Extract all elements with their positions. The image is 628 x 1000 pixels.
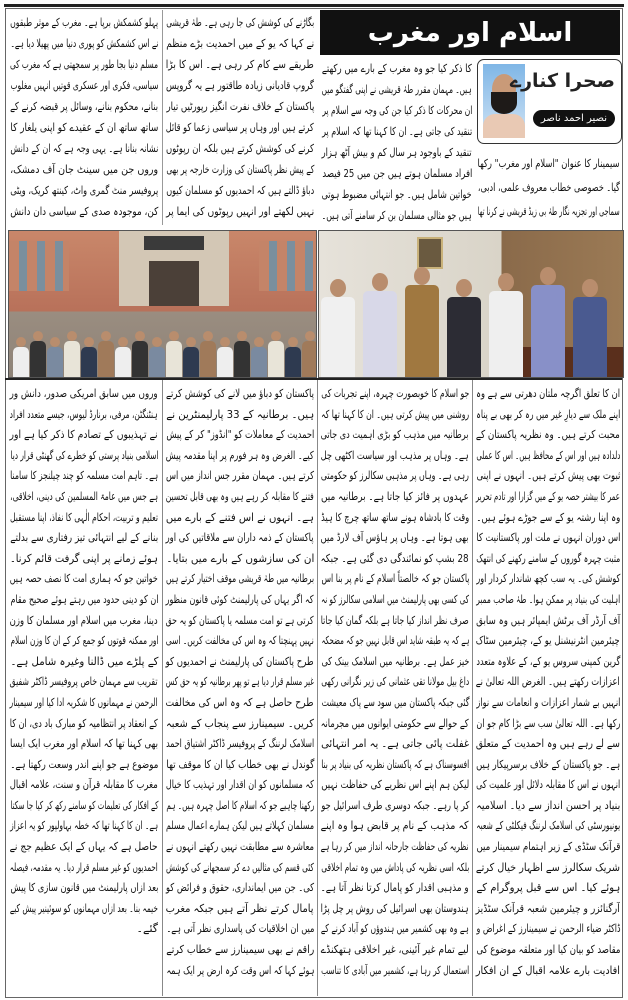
column-name: صحرا کنارے [509, 70, 615, 92]
text-line: اس دوران انہوں نے ملت اور پاکستانیت کا [476, 531, 620, 545]
text-line: ہیں۔ مہمان مقرر طہٰ قریشی نے اپنی گفتگو میں [322, 83, 472, 96]
text-line: کرتی ہے تو امت مسلمہ یا پاکستان کو یہ حق [166, 613, 314, 627]
text-line: سیمینار کا عنوان "اسلام اور مغرب" رکھا [478, 157, 620, 170]
text-line: استعمال کر رہا ہے، کشمیر میں آبادی کا تناسب [321, 963, 469, 977]
text-line: غیر مسلم قرار دیا ہے تو پھر برطانیہ کو یہ حق کس [166, 675, 314, 689]
text-line: ہنٹنگٹن، مرفی، برنارڈ لیوس، جیسے متعدد افراد [10, 407, 158, 421]
text-line: لیے تمام غیر آئینی، غیر اخلاقی ہتھکنڈے [321, 943, 469, 957]
text-line: جو اسلام کا خوبصورت چہرہ، اپنے تجربات کی [321, 387, 469, 400]
text-line: انہوں نے اس کا مقابلہ دلائل اور علمیت کی [476, 778, 620, 792]
text-line: کے پیش نظر پاکستان کی وزارت خارجہ پر بھی [166, 163, 314, 176]
group-photo [8, 230, 317, 378]
text-line: روشنی میں پیش کرتی ہیں۔ ان کا کہنا تھا کہ [321, 407, 469, 421]
text-line: افسوسناک ہے کہ پاکستان نظریہ کی بنیاد پر بنا [321, 757, 469, 771]
column-divider [162, 380, 163, 996]
person-figure [200, 331, 216, 377]
person-figure [217, 337, 233, 377]
body-column-2 [321, 384, 469, 981]
person-figure [285, 337, 301, 377]
text-line: وہ اپنا رشتہ یو کے سے جوڑے ہوئے ہیں۔ [476, 510, 620, 524]
text-line: گوندل نے بھی خطاب کیا ان کا موقف تھا [166, 757, 314, 771]
column-divider [472, 380, 473, 996]
text-line: بنانے کے لیے انتہائی تیز رفتاری سے بدلتے [10, 531, 158, 545]
text-line: نے تہذیبوں کے تصادم کا ذکر کیا ہے اور [10, 428, 158, 442]
text-line: کئی قسم کی مثالیں دے کر سمجھانے کی کوشش [166, 860, 314, 874]
column-divider [317, 380, 318, 996]
text-line: پامال کرتے نظر آتے ہیں جبکہ مغرب [166, 901, 314, 915]
text-line: افادیت بارے علامہ اقبال کے ان افکار [476, 963, 620, 977]
person-figure [149, 337, 165, 377]
text-line: نشانہ بنانا ہے۔ یہی وجہ ہے کہ ان کے دانش [10, 142, 158, 155]
body-column-3 [166, 384, 314, 981]
photo-rule [5, 378, 622, 380]
text-line: کا ذکر کیا جو وہ مغرب کے بارے میں رکھتے [322, 62, 472, 75]
text-line: اپنے ملک سے دیارِ غیر میں رہ کر بھی بے پناہ [476, 407, 620, 421]
text-line: بھی ہوتا ہے۔ وہاں پر ہاؤس آف لارڈ میں [321, 531, 469, 545]
text-line: بلکہ اسی نظریہ کی پاداش میں وہ تمام اخلاقی [321, 860, 469, 874]
text-line: ہے۔ وہاں پر مذہب اور سیاست اکٹھی چل [321, 448, 469, 462]
text-line: ہوئے زمانے پر اپنی گرفت قائم کرنا۔ [10, 551, 158, 565]
text-line: موضوع ہے جو اپنے اندر وسعت رکھتا ہے۔ [10, 757, 158, 771]
text-line: خیز عمل ہے۔ برطانیہ میں اسلامک بینک کی [321, 654, 469, 668]
text-line: طریقے سے کام کر رہی ہے۔ اس کا بڑا [166, 58, 314, 71]
text-line: عمر کا بیشتر حصہ یو کے میں گزارا اور تادم تحریر [476, 489, 620, 503]
text-line: برطانیہ میں مذہب کو بڑی اہمیت دی جاتی [321, 428, 469, 442]
text-line: طرح پاکستان کی پارلیمنٹ نے احمدیوں کو [166, 654, 314, 668]
text-line: ہے۔ تاہم امت مسلمہ کو چند چیلنجز کا سامنا [10, 469, 158, 483]
text-line: گئی جبکہ پاکستان میں سود سے پاک معیشت [321, 695, 469, 709]
person-figure [302, 331, 317, 377]
text-line: رہی ہے۔ وہاں پر مذہبی سکالرز کو حکومتی [321, 469, 469, 483]
person-figure [234, 331, 250, 377]
person-figure [183, 337, 199, 377]
text-line: افراد مسلمان ہوتے ہیں جن میں 25 فیصد [322, 167, 472, 180]
text-line: صرف نظر انداز کیا جاتا ہے بلکہ گمان کیا جاتا [321, 613, 469, 627]
person-figure [64, 331, 80, 377]
text-line: کے افکار کی تعلیمات کو سامنے رکھ کر کیا جا سکتا [10, 798, 158, 812]
text-line: راقم نے بھی سیمینارز سے خطاب کرتے [166, 943, 314, 957]
text-line: چیئرمین انٹرنیشنل یو کے، چیئرمین سٹاک [476, 634, 620, 648]
text-line: نہیں پہنچتا کہ وہ اس کی مخالفت کریں۔ اسی [166, 634, 314, 648]
top-column-b [10, 12, 158, 222]
text-line: خواتین شامل ہیں۔ جو انتہائی مضبوط ہوتی [322, 188, 472, 201]
text-line: گیا۔ خصوصی خطاب معروف علمی، ادبی، [478, 181, 620, 194]
text-line: آرگنائزر و چیئرمین شعبہ قرآنک سٹڈیز [476, 901, 620, 915]
text-line: وروں میں سابق امریکی صدور، دانش ور [10, 387, 158, 400]
text-line: کہ مسلمانوں کو ان اقدار اور تہذیب کا خیال [166, 778, 314, 792]
column-divider [162, 10, 163, 225]
text-line: دینا، مغرب میں اسلام اور مسلمان کا وزن [10, 613, 158, 627]
text-line: کہ اگر یہاں کی پارلیمنٹ کوئی قانون منظور [166, 592, 314, 606]
text-line: کرتے ہیں اور وہاں پر سیاسی زعما کو قائل [166, 121, 314, 134]
text-line: اسلامی بنیاد پرستی کو خطرے کی گھنٹی قرار دیا [10, 448, 158, 462]
text-line: شریک سکالرز سے اظہار خیال کرتے [476, 860, 620, 874]
text-line: سیاسی، فکری اور عسکری قوتیں انہیں مغلوب [10, 79, 158, 92]
text-line: اعزازات رکھتے ہیں۔ الغرض اللہ تعالیٰ نے [476, 675, 620, 689]
meeting-photo [318, 230, 624, 378]
text-line: ہیں جو مثالی مسلمان بن کر سامنے آتی ہیں۔ [322, 209, 472, 222]
text-line: کن، موجودہ صدی کے سیاسی دان دانش [10, 205, 158, 218]
text-line: لیکن ہم اپنے اس نظریے کی حفاظت نہیں [321, 778, 469, 792]
text-line: و مذہبی اقدار کو پامال کرتا نظر آتا ہے۔ [321, 881, 469, 895]
text-line: خواتین جو کہ ہماری امت کا نصف حصہ ہیں [10, 572, 158, 586]
text-line: غفلت پائی جاتی ہے۔ یہ امر انتہائی [321, 737, 469, 751]
person-figure [132, 331, 148, 377]
text-line: 28 بشپ کو نمائندگی دی گئی ہے۔ جبکہ [321, 551, 469, 565]
person-figure [405, 267, 439, 377]
text-line: ہندوستان بھی اسرائیل کی روش پر چل پڑا [321, 901, 469, 915]
body-column-1 [476, 384, 620, 981]
text-line: ساتھ ساتھ ان کے عقیدے کو اپنی یلغار کا [10, 121, 158, 134]
intro-column-right [322, 58, 472, 226]
text-line: فتنے کا مقابلہ کر رہے ہیں وہ بھی قابل تحسین [166, 489, 314, 503]
text-line: ہے جس میں عامۃ المسلمین کی دینی، اخلاقی، [10, 489, 158, 503]
text-line: رکھا ہے۔ اللہ تعالیٰ سب سے بڑا کام جو ان [476, 716, 620, 730]
text-line: محبت کرتے ہیں۔ وہ نظریہ پاکستان کے [476, 428, 620, 442]
text-line: ڈاکٹر ضیاء الرحمن نے سیمینارز کے اغراض و [476, 922, 620, 936]
text-line: وقت کا بادشاہ ہونے ساتھ ساتھ چرچ کا ہیڈ [321, 510, 469, 524]
text-line: کی کسی بھی پارلیمنٹ میں اسلامی سکالرز کو نہ [321, 592, 469, 606]
text-line: میں ان اخلاقیات کی پاسداری نظر آتی ہے۔ [166, 922, 314, 936]
text-line: نہیں لکھتے اور انہیں رپوٹوں کی ایما پر [166, 205, 314, 218]
text-line: معاشرہ سے مطابقت نہیں رکھتے انہوں نے [166, 840, 314, 854]
text-line: ہے۔ جو پاکستان کے خلاف برسرپیکار ہیں [476, 757, 620, 771]
text-line: تقریب سے مہمان خاص پروفیسر ڈاکٹر شفیق [10, 675, 158, 689]
text-line: کرتے ہیں۔ مہمان مقرر جس انداز میں اس [166, 469, 314, 483]
text-line: ہوئے کہا کہ اس وقت کرہ ارض پر ایک ہمہ [166, 963, 314, 977]
text-line: ان محرکات کا ذکر کیا جن کی وجہ سے اسلام پر [322, 104, 472, 117]
text-line: ہے کہ یہ طبقہ شاید اس قابل نہیں جو کہ مضحکہ [321, 634, 469, 648]
text-line: رکھنا چاہیے جو کہ اسلام کا اصل چہرہ ہیں۔ ہم [166, 798, 314, 812]
person-figure [268, 331, 284, 377]
text-line: بنانے، محکوم بنانے، وسائل پر قبضہ کرنے کے [10, 100, 158, 113]
person-figure [531, 267, 565, 377]
top-rule [4, 4, 624, 7]
text-line: ان کو دینی حدود میں رہتے ہوئے صحیح مقام [10, 592, 158, 606]
text-line: اور ممکنہ قوتوں کو جمع کر کے ان کا وزن اسلام [10, 634, 158, 648]
person-figure [30, 331, 46, 377]
text-line: تعلیم و تربیت، احکام الٰہی کا نفاذ، اپنا مستقبل [10, 510, 158, 524]
text-line: عہدوں پر فائز کیا جاتا ہے۔ برطانیہ میں [321, 489, 469, 503]
body-column-4 [10, 384, 158, 940]
text-line: یونیورسٹی کی اسلامک لرننگ فیکلٹی کے شعبہ [476, 819, 620, 833]
person-figure [251, 337, 267, 377]
text-line: بعد ازاں پارلیمنٹ میں قانون سازی کا پیش [10, 881, 158, 895]
person-figure [166, 331, 182, 377]
top-column-a [166, 12, 314, 222]
text-line: ہوئے کیا۔ اس سے قبل پروگرام کے [476, 881, 620, 895]
text-line: بھی کہنا تھا کہ اسلام اور مغرب ایک ایسا [10, 737, 158, 751]
text-line: ہیں۔ برطانیہ کے 33 پارلیمنٹرین نے [166, 407, 314, 421]
text-line: حاصل ہے کہ یہاں کے ایک عظیم جج نے [10, 840, 158, 854]
text-line: الرحمن نے مہمانوں کا شکریہ ادا کیا اور سیمینار [10, 695, 158, 709]
text-line: کے پلڑے میں ڈالنا وغیرہ شامل ہے۔ [10, 654, 158, 668]
text-line: پہلو کشمکش برپا ہے۔ مغرب کے موثر طبقوں [10, 16, 158, 29]
text-line: مسلم دنیا بجا طور پر سمجھتی ہے کہ مغرب کی [10, 58, 158, 71]
text-line: مقاصد کو بیان کیا اور متعلقہ موضوع کی [476, 943, 620, 957]
text-line: کے انعقاد پر انتظامیہ کو مبارک باد دی، ان کا [10, 716, 158, 730]
person-figure [447, 279, 481, 377]
text-line: نے کہا کہ یو کے میں احمدیت بڑے منظم [166, 37, 314, 50]
person-figure [47, 337, 63, 377]
article-title: اسلام اور مغرب [320, 10, 620, 55]
person-figure [115, 337, 131, 377]
text-line: کہ مذہب کے نام پر قابض ہوا وہ اپنے [321, 819, 469, 833]
text-line: گئے۔ [136, 922, 158, 936]
intro-under-author [478, 152, 620, 224]
text-line: ان کا تعلق اگرچہ ملتان دھرتی سے ہے وہ [476, 387, 620, 400]
text-line: تنقید کے باوجود ہر سال کم و بیش آٹھ ہزار [322, 146, 472, 159]
text-line: طرح حاصل ہے کہ وہ اس کی مخالفت [166, 695, 314, 709]
person-figure [13, 337, 29, 377]
text-line: ثبوت بھی پیش کرتے ہیں۔ انہوں نے اپنی [476, 469, 620, 483]
text-line: کرنے کی کوشش کرتے ہیں بلکہ ان رپوٹوں [166, 142, 314, 155]
text-line: کر پا رہے۔ جبکہ دوسری طرف اسرائیل جو [321, 798, 469, 812]
person-figure [573, 279, 607, 377]
text-line: اہلیت کی بنیاد پر ممکن ہوا۔ طہٰ صاحب ممبر [476, 592, 620, 606]
person-figure [81, 337, 97, 377]
text-line: نے اس کشمکش کو پوری دنیا میں پھیلا دیا ہے۔ [10, 37, 158, 50]
text-line: مسلمان کہلاتے ہیں لیکن ہمارے اعمال مسلم [166, 819, 314, 833]
text-line: پاکستان کو دباؤ میں لانے کی کوشش کرتے [166, 387, 314, 400]
text-line: ہے۔ ان کا کہنا تھا کہ خطہ بہاولپور کو یہ اعزاز [10, 819, 158, 833]
text-line: کریں۔ سیمینارز سے پنجاب کے شعبہ [166, 716, 314, 730]
text-line: انہیں بے شمار اعزازات و انعامات سے نواز [476, 695, 620, 709]
text-line: کوشش کی۔ یہ سب کچھ شاندار کردار اور [476, 572, 620, 586]
author-name: نصیر احمد ناصر [533, 110, 615, 127]
text-line: پاکستان کے خلاف نفرت انگیز رپورٹیں تیار [166, 100, 314, 113]
text-line: سماجی اور تجزیہ نگار طہٰ بی زیڈ قریشی نے کرنا تھا [478, 205, 620, 218]
text-line: سے لے رہے ہیں وہ احمدیت کے متعلق [476, 737, 620, 751]
text-line: مغرب کا مقابلہ قرآن و سنت، علامہ اقبال [10, 778, 158, 792]
author-box [477, 59, 622, 144]
text-line: وروں جن میں سینٹ جان آف دمشک، [10, 163, 158, 176]
text-line: احمدیوں کو غیر مسلم قرار دیا۔ یہ مقدمہ، فیصلہ [10, 860, 158, 874]
text-line: ہے۔ انہوں نے اس فتنے کے بارے میں [166, 510, 314, 524]
person-figure [98, 331, 114, 377]
text-line: کی۔ جن میں ایمانداری، حقوق و فرائض کو [166, 881, 314, 895]
text-line: قرآنک سٹڈی کے زیر اہتمام سیمینار میں [476, 840, 620, 854]
text-line: بگاڑنے کی کوشش کی جا رہی ہے۔ طہٰ قریشی [166, 16, 314, 29]
text-line: ان کی سازشوں کے بارے میں بتایا۔ [166, 551, 314, 565]
text-line: ہے وہ بھی کشمیر میں ہندوؤں کو آباد کرنے کے [321, 922, 469, 936]
text-line: پاکستان کے ذمہ داران سے ملاقاتیں کی اور [166, 531, 314, 545]
text-line: پاکستان جو کہ خالصتاً اسلام کے نام پر بنا اس [321, 572, 469, 586]
text-line: نظریہ کی حفاظت جارحانہ انداز میں کر رہا ہے [321, 840, 469, 854]
text-line: اسلامک لرننگ کے پروفیسر ڈاکٹر اشتیاق احمد [166, 737, 314, 751]
text-line: کے حوالے سے حکومتی ایوانوں میں مجرمانہ [321, 716, 469, 730]
person-figure [321, 279, 355, 377]
text-line: گرین کمپنی سروس یو کے، کے علاوہ متعدد [476, 654, 620, 668]
text-line: پروفیسر منٹ گمری واٹ، کینتھ کریک، ویٹی [10, 184, 158, 197]
person-figure [363, 273, 397, 377]
text-line: گروپ قادیانی زیادہ طاقتور ہے یہ گروپس [166, 79, 314, 92]
text-line: برطانیہ میں طہٰ قریشی موقف اختیار کرتے ہیں [166, 572, 314, 586]
person-figure [489, 273, 523, 377]
text-line: دباؤ ڈالتے ہیں کہ احمدیوں کو مسلمان کیوں [166, 184, 314, 197]
text-line: احمدیت کے معاملات کو "انڈوز" کر کے پیش [166, 428, 314, 442]
text-line: تنقید کی جاتی ہے۔ ان کا کہنا تھا کہ اسلام پر [322, 125, 472, 138]
text-line: دلدادہ ہیں اور اس کے محافظ ہیں۔ اس کا عملی [476, 448, 620, 462]
text-line: مثبت چہرہ گوروں کے سامنے رکھنے کی انتھک [476, 551, 620, 565]
text-line: خیمہ بنا۔ بعد ازاں مہمانوں کو سوئینیر پیش کیے [10, 901, 158, 915]
text-line: کیے۔ الغرض وہ ہر فورم پر اپنا مقدمہ پیش [166, 448, 314, 462]
text-line: بنیاد پر احسن انداز سے دیا۔ اسلامیہ [476, 798, 620, 812]
text-line: آف آرڈر آف برٹش ایمپائر ہیں وہ سابق [476, 613, 620, 627]
text-line: داغ بیل مولانا تقی عثمانی کی زیر نگرانی رکھی [321, 675, 469, 689]
